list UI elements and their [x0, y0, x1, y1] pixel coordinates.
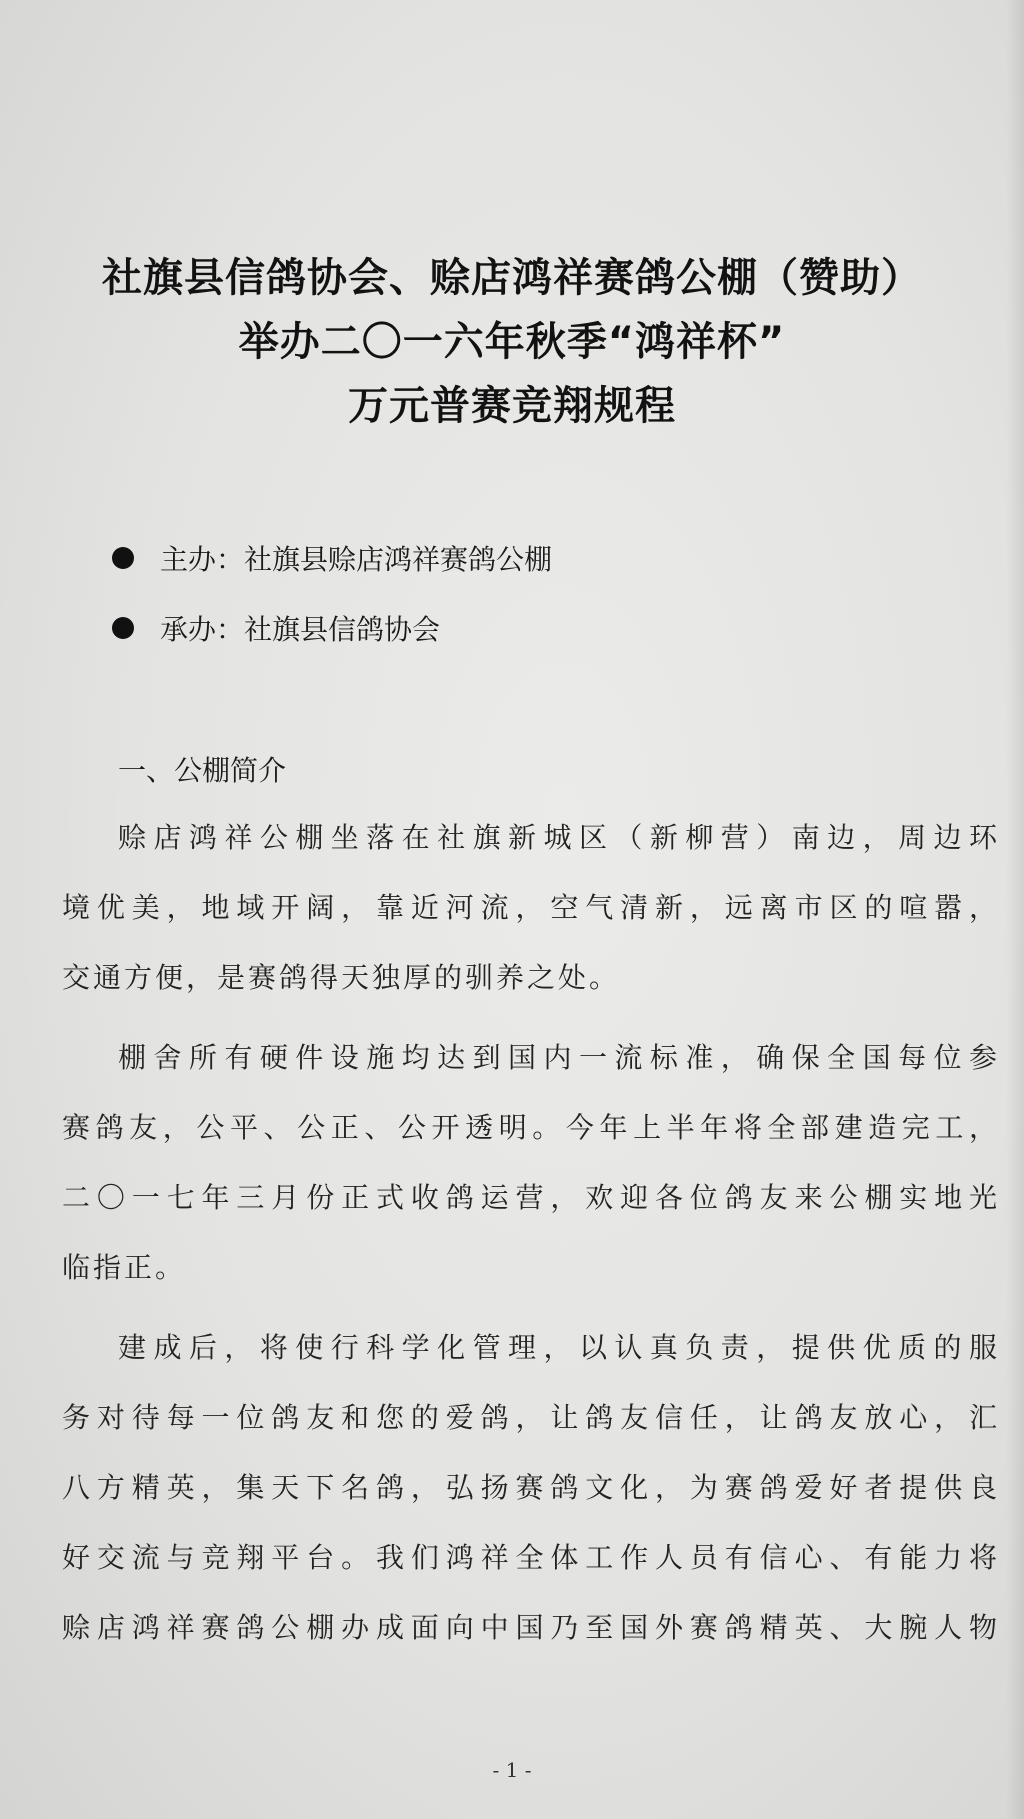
paragraph-line: 临指正。 — [62, 1251, 187, 1284]
paragraph-line: 棚舍所有硬件设施均达到国内一流标准，确保全国每位参 — [118, 1041, 1000, 1074]
paragraph-line: 八方精英，集天下名鸽，弘扬赛鸽文化，为赛鸽爱好者提供良 — [62, 1471, 1000, 1504]
paragraph-line: 建成后，将使行科学化管理，以认真负责，提供优质的服 — [118, 1331, 1000, 1364]
page-number: - 1 - — [492, 1758, 532, 1782]
organizer-host-text: 主办：社旗县赊店鸿祥赛鸽公棚 — [160, 543, 553, 576]
section-heading: 一、公棚简介 — [118, 754, 287, 787]
document-title — [0, 246, 1024, 438]
paragraph-line: 交通方便，是赛鸽得天独厚的驯养之处。 — [62, 961, 621, 994]
paragraph-line: 赊店鸿祥赛鸽公棚办成面向中国乃至国外赛鸽精英、大腕人物 — [62, 1611, 1000, 1644]
paragraph-line: 境优美，地域开阔，靠近河流，空气清新，远离市区的喧嚣， — [62, 891, 1000, 924]
organizer-host — [112, 540, 552, 580]
organizer-undertaker — [112, 610, 440, 650]
title-line-1: 社旗县信鸽协会、赊店鸿祥赛鸽公棚（赞助） — [102, 255, 922, 301]
title-line-2: 举办二〇一六年秋季“鸿祥杯” — [238, 319, 786, 365]
paragraph-line: 赛鸽友，公平、公正、公开透明。今年上半年将全部建造完工， — [62, 1111, 1000, 1144]
paragraph-line: 赊店鸿祥公棚坐落在社旗新城区（新柳营）南边，周边环 — [118, 821, 1000, 854]
organizer-undertaker-text: 承办：社旗县信鸽协会 — [160, 613, 441, 646]
paragraph-line: 务对待每一位鸽友和您的爱鸽，让鸽友信任，让鸽友放心，汇 — [62, 1401, 1000, 1434]
title-line-3: 万元普赛竞翔规程 — [348, 383, 676, 429]
bullet-icon — [112, 547, 134, 569]
paragraph-line: 二〇一七年三月份正式收鸽运营，欢迎各位鸽友来公棚实地光 — [62, 1181, 1000, 1214]
bullet-icon — [112, 617, 134, 639]
paragraph-line: 好交流与竞翔平台。我们鸿祥全体工作人员有信心、有能力将 — [62, 1541, 1000, 1574]
